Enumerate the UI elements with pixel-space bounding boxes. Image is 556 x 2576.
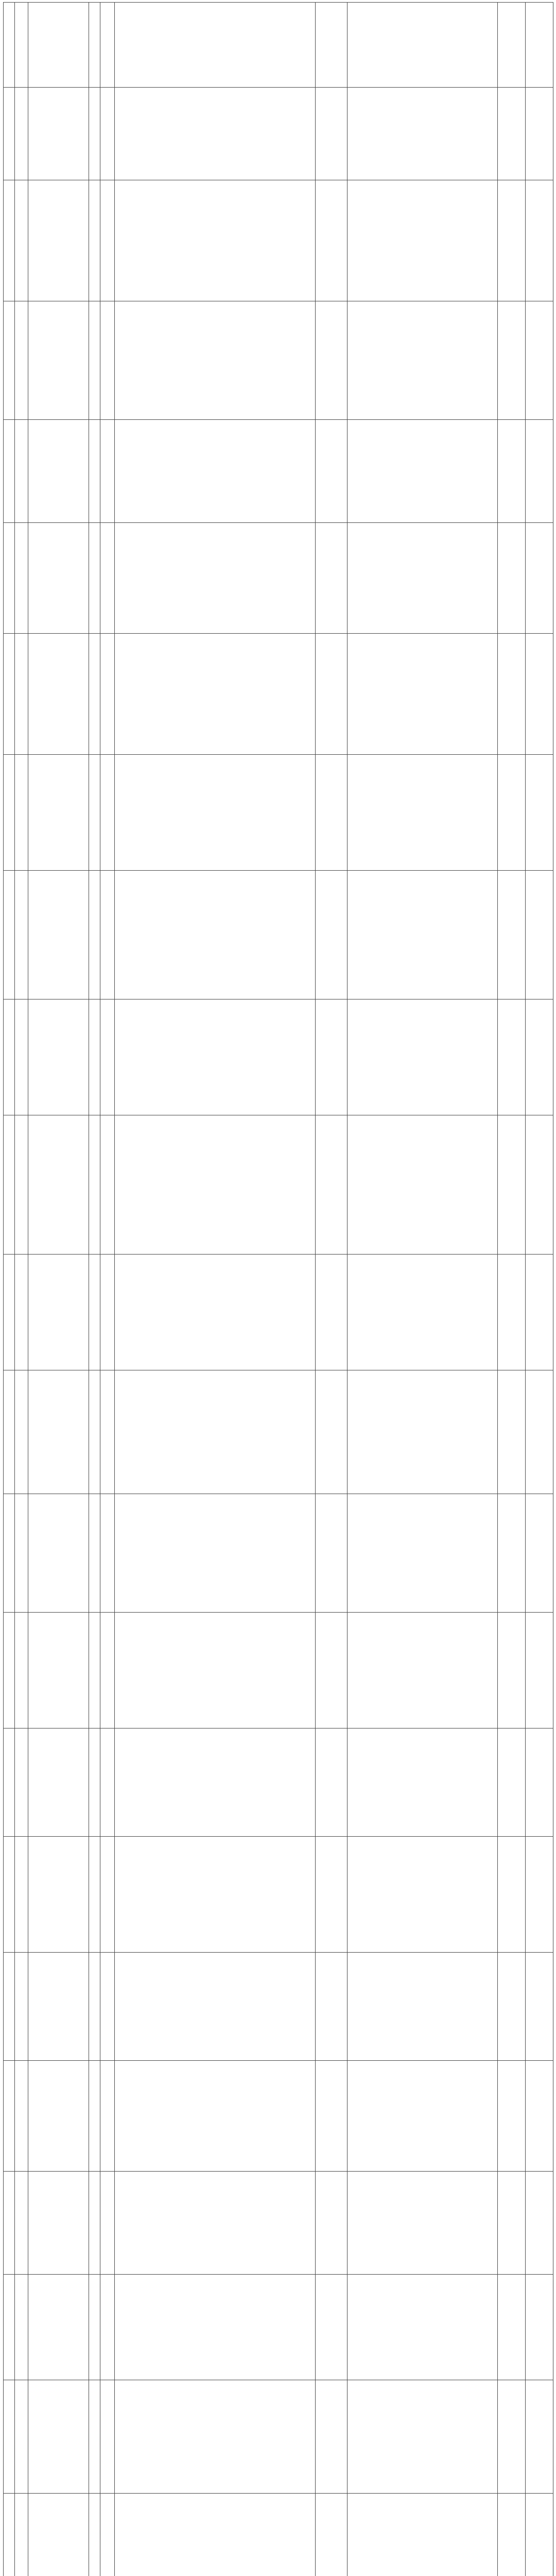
follow-up-measures-cell [348,88,498,180]
row-number-cell [4,2172,15,2275]
problem-type-cell [100,1370,115,1494]
district-cell [89,1370,100,1494]
rectification-status-cell [316,1613,348,1728]
row-number-cell [4,2380,15,2494]
completion-cell [498,1494,526,1613]
district-cell [89,871,100,999]
completion-cell [498,755,526,871]
problem-description-cell [28,634,89,755]
problem-type-cell [100,1255,115,1370]
rectification-table [3,2,553,2576]
follow-up-measures-cell [348,871,498,999]
row-code-cell [15,180,28,301]
completion-cell [498,999,526,1115]
table-row [4,1494,553,1613]
disclosure-flag-cell [526,1837,553,1953]
completion-cell [498,1370,526,1494]
problem-type-cell [100,1115,115,1255]
district-cell [89,88,100,180]
problem-type-cell [100,420,115,523]
problem-type-cell [100,1494,115,1613]
table-row [4,2061,553,2172]
problem-description-cell [28,1115,89,1255]
rectification-result-cell [115,420,316,523]
rectification-status-cell [316,1728,348,1837]
follow-up-measures-cell [348,1728,498,1837]
rectification-status-cell [316,180,348,301]
problem-type-cell [100,1837,115,1953]
district-cell [89,2275,100,2380]
problem-type-cell [100,180,115,301]
problem-description-cell [28,3,89,88]
rectification-status-cell [316,2494,348,2576]
problem-description-cell [28,755,89,871]
disclosure-flag-cell [526,2494,553,2576]
rectification-status-cell [316,523,348,634]
disclosure-flag-cell [526,2275,553,2380]
problem-type-cell [100,871,115,999]
row-number-cell [4,3,15,88]
follow-up-measures-cell [348,634,498,755]
table-row [4,1728,553,1837]
completion-cell [498,3,526,88]
rectification-status-cell [316,301,348,420]
follow-up-measures-cell [348,1837,498,1953]
completion-cell [498,871,526,999]
district-cell [89,2494,100,2576]
district-cell [89,1728,100,1837]
row-number-cell [4,755,15,871]
table-row [4,1115,553,1255]
completion-cell [498,1953,526,2061]
problem-type-cell [100,523,115,634]
row-number-cell [4,1115,15,1255]
row-code-cell [15,523,28,634]
problem-type-cell [100,755,115,871]
district-cell [89,180,100,301]
disclosure-flag-cell [526,1728,553,1837]
row-number-cell [4,2494,15,2576]
follow-up-measures-cell [348,1494,498,1613]
table-row [4,999,553,1115]
row-code-cell [15,2172,28,2275]
problem-description-cell [28,88,89,180]
row-number-cell [4,88,15,180]
district-cell [89,301,100,420]
rectification-result-cell [115,755,316,871]
row-code-cell [15,755,28,871]
row-number-cell [4,1613,15,1728]
district-cell [89,3,100,88]
rectification-result-cell [115,999,316,1115]
follow-up-measures-cell [348,2061,498,2172]
row-code-cell [15,2061,28,2172]
disclosure-flag-cell [526,523,553,634]
rectification-status-cell [316,2172,348,2275]
problem-type-cell [100,2275,115,2380]
rectification-status-cell [316,755,348,871]
table-row [4,3,553,88]
problem-description-cell [28,871,89,999]
follow-up-measures-cell [348,2380,498,2494]
follow-up-measures-cell [348,420,498,523]
follow-up-measures-cell [348,2494,498,2576]
disclosure-flag-cell [526,420,553,523]
disclosure-flag-cell [526,88,553,180]
rectification-status-cell [316,420,348,523]
completion-cell [498,634,526,755]
row-code-cell [15,2494,28,2576]
rectification-status-cell [316,1837,348,1953]
problem-description-cell [28,2061,89,2172]
row-code-cell [15,1953,28,2061]
row-code-cell [15,1370,28,1494]
problem-description-cell [28,999,89,1115]
rectification-result-cell [115,1370,316,1494]
completion-cell [498,420,526,523]
disclosure-flag-cell [526,2061,553,2172]
table-row [4,2172,553,2275]
completion-cell [498,2275,526,2380]
problem-description-cell [28,1728,89,1837]
row-number-cell [4,1837,15,1953]
disclosure-flag-cell [526,755,553,871]
rectification-status-cell [316,88,348,180]
row-code-cell [15,999,28,1115]
row-number-cell [4,999,15,1115]
follow-up-measures-cell [348,2172,498,2275]
problem-description-cell [28,180,89,301]
rectification-result-cell [115,2380,316,2494]
table-row [4,1613,553,1728]
row-number-cell [4,180,15,301]
disclosure-flag-cell [526,634,553,755]
problem-description-cell [28,1837,89,1953]
completion-cell [498,2380,526,2494]
disclosure-flag-cell [526,1613,553,1728]
completion-cell [498,2172,526,2275]
row-code-cell [15,634,28,755]
row-code-cell [15,301,28,420]
follow-up-measures-cell [348,1953,498,2061]
follow-up-measures-cell [348,1613,498,1728]
rectification-result-cell [115,1728,316,1837]
rectification-status-cell [316,1255,348,1370]
row-code-cell [15,1613,28,1728]
table-row [4,1837,553,1953]
rectification-result-cell [115,180,316,301]
problem-description-cell [28,2172,89,2275]
rectification-status-cell [316,2275,348,2380]
row-code-cell [15,420,28,523]
table-row [4,2275,553,2380]
disclosure-flag-cell [526,301,553,420]
problem-type-cell [100,2380,115,2494]
table-row [4,523,553,634]
table-row [4,634,553,755]
row-number-cell [4,2275,15,2380]
row-number-cell [4,523,15,634]
problem-type-cell [100,1953,115,2061]
completion-cell [498,523,526,634]
problem-description-cell [28,1255,89,1370]
problem-description-cell [28,2275,89,2380]
problem-type-cell [100,88,115,180]
table-row [4,2380,553,2494]
completion-cell [498,2061,526,2172]
problem-description-cell [28,523,89,634]
district-cell [89,1613,100,1728]
rectification-result-cell [115,2061,316,2172]
rectification-status-cell [316,2061,348,2172]
district-cell [89,1115,100,1255]
completion-cell [498,1837,526,1953]
row-code-cell [15,871,28,999]
district-cell [89,2380,100,2494]
rectification-status-cell [316,1115,348,1255]
problem-type-cell [100,301,115,420]
disclosure-flag-cell [526,2380,553,2494]
rectification-status-cell [316,871,348,999]
row-number-cell [4,420,15,523]
follow-up-measures-cell [348,755,498,871]
completion-cell [498,1255,526,1370]
row-code-cell [15,2275,28,2380]
problem-type-cell [100,2494,115,2576]
problem-type-cell [100,634,115,755]
rectification-status-cell [316,3,348,88]
completion-cell [498,88,526,180]
district-cell [89,1837,100,1953]
problem-description-cell [28,2494,89,2576]
rectification-result-cell [115,88,316,180]
table-row [4,88,553,180]
disclosure-flag-cell [526,1494,553,1613]
problem-description-cell [28,301,89,420]
problem-description-cell [28,1613,89,1728]
follow-up-measures-cell [348,1255,498,1370]
rectification-result-cell [115,2172,316,2275]
row-code-cell [15,3,28,88]
district-cell [89,2172,100,2275]
disclosure-flag-cell [526,3,553,88]
row-number-cell [4,1953,15,2061]
rectification-status-cell [316,1953,348,2061]
table-row [4,1953,553,2061]
disclosure-flag-cell [526,999,553,1115]
row-code-cell [15,1837,28,1953]
problem-type-cell [100,1613,115,1728]
follow-up-measures-cell [348,1370,498,1494]
rectification-status-cell [316,2380,348,2494]
problem-description-cell [28,1370,89,1494]
table-row [4,755,553,871]
rectification-status-cell [316,1494,348,1613]
rectification-result-cell [115,1255,316,1370]
rectification-result-cell [115,1837,316,1953]
problem-description-cell [28,420,89,523]
row-number-cell [4,1728,15,1837]
row-number-cell [4,301,15,420]
follow-up-measures-cell [348,523,498,634]
rectification-result-cell [115,634,316,755]
district-cell [89,1255,100,1370]
row-code-cell [15,2380,28,2494]
problem-type-cell [100,3,115,88]
row-number-cell [4,1255,15,1370]
rectification-result-cell [115,2494,316,2576]
row-code-cell [15,1494,28,1613]
completion-cell [498,1728,526,1837]
district-cell [89,2061,100,2172]
completion-cell [498,2494,526,2576]
table-row [4,2494,553,2576]
rectification-result-cell [115,871,316,999]
problem-description-cell [28,1953,89,2061]
disclosure-flag-cell [526,2172,553,2275]
problem-type-cell [100,1728,115,1837]
row-number-cell [4,871,15,999]
table-row [4,180,553,301]
disclosure-flag-cell [526,1370,553,1494]
rectification-status-cell [316,1370,348,1494]
rectification-result-cell [115,3,316,88]
district-cell [89,420,100,523]
district-cell [89,634,100,755]
rectification-result-cell [115,2275,316,2380]
problem-type-cell [100,999,115,1115]
table-row [4,301,553,420]
rectification-status-cell [316,634,348,755]
row-number-cell [4,1370,15,1494]
disclosure-flag-cell [526,1255,553,1370]
follow-up-measures-cell [348,2275,498,2380]
rectification-result-cell [115,1953,316,2061]
rectification-result-cell [115,1613,316,1728]
problem-type-cell [100,2061,115,2172]
problem-type-cell [100,2172,115,2275]
disclosure-flag-cell [526,871,553,999]
rectification-result-cell [115,1494,316,1613]
completion-cell [498,180,526,301]
rectification-result-cell [115,301,316,420]
disclosure-flag-cell [526,1115,553,1255]
rectification-result-cell [115,1115,316,1255]
table-row [4,1255,553,1370]
completion-cell [498,301,526,420]
completion-cell [498,1613,526,1728]
row-code-cell [15,1728,28,1837]
row-code-cell [15,1115,28,1255]
completion-cell [498,1115,526,1255]
table-row [4,871,553,999]
problem-description-cell [28,2380,89,2494]
follow-up-measures-cell [348,301,498,420]
district-cell [89,1953,100,2061]
follow-up-measures-cell [348,1115,498,1255]
disclosure-flag-cell [526,1953,553,2061]
row-number-cell [4,1494,15,1613]
district-cell [89,523,100,634]
row-number-cell [4,634,15,755]
table-row [4,420,553,523]
table-row [4,1370,553,1494]
district-cell [89,755,100,871]
follow-up-measures-cell [348,999,498,1115]
rectification-result-cell [115,523,316,634]
row-number-cell [4,2061,15,2172]
follow-up-measures-cell [348,180,498,301]
row-code-cell [15,88,28,180]
disclosure-flag-cell [526,180,553,301]
district-cell [89,1494,100,1613]
problem-description-cell [28,1494,89,1613]
row-code-cell [15,1255,28,1370]
follow-up-measures-cell [348,3,498,88]
rectification-status-cell [316,999,348,1115]
district-cell [89,999,100,1115]
